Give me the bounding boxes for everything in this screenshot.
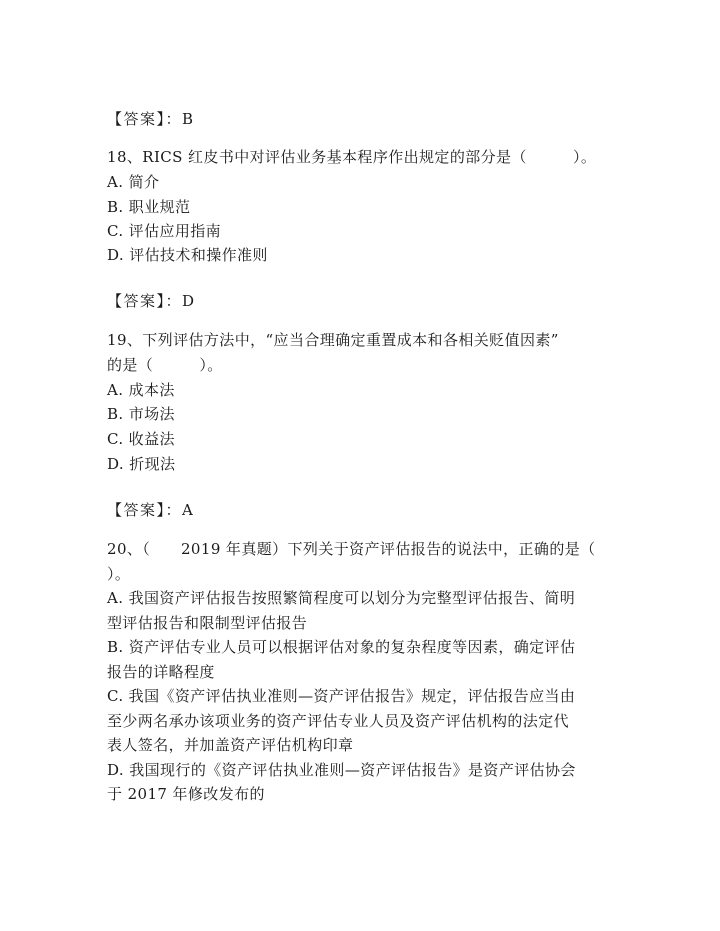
q19-answer: 【答案】：A bbox=[107, 501, 195, 519]
q18-option-c: C. 评估应用指南 bbox=[107, 222, 222, 240]
q18-answer: 【答案】：D bbox=[107, 292, 196, 310]
q20-option-b-line-2: 报告的详略程度 bbox=[107, 663, 215, 681]
q19-option-b: B. 市场法 bbox=[107, 405, 175, 423]
q19-option-d: D. 折现法 bbox=[107, 455, 176, 473]
q20-option-c-line-2: 至少两名承办该项业务的资产评估专业人员及资产评估机构的法定代 bbox=[107, 712, 570, 730]
q19-option-c: C. 收益法 bbox=[107, 430, 175, 448]
q18-option-a: A. 简介 bbox=[107, 173, 160, 191]
q18-option-b: B. 职业规范 bbox=[107, 198, 191, 216]
q20-option-b-line-1: B. 资产评估专业人员可以根据评估对象的复杂程度等因素，确定评估 bbox=[107, 638, 576, 656]
q20-option-a-line-1: A. 我国资产评估报告按照繁简程度可以划分为完整型评估报告、简明 bbox=[107, 589, 576, 607]
q17-answer: 【答案】：B bbox=[107, 110, 195, 128]
q20-option-d-line-2: 于 2017 年修改发布的 bbox=[107, 785, 265, 803]
q19-option-a: A. 成本法 bbox=[107, 381, 175, 399]
q20-option-d-line-1: D. 我国现行的《资产评估执业准则—资产评估报告》是资产评估协会 bbox=[107, 761, 576, 779]
q20-option-a-line-2: 型评估报告和限制型评估报告 bbox=[107, 614, 308, 632]
q19-stem-line-1: 19、下列评估方法中，“应当合理确定重置成本和各相关贬值因素” bbox=[107, 331, 559, 349]
q20-option-c-line-3: 表人签名，并加盖资产评估机构印章 bbox=[107, 736, 354, 754]
q19-stem-line-2: 的是（ ）。 bbox=[107, 356, 223, 374]
q20-option-c-line-1: C. 我国《资产评估执业准则—资产评估报告》规定，评估报告应当由 bbox=[107, 687, 576, 705]
q18-option-d: D. 评估技术和操作准则 bbox=[107, 246, 268, 264]
q18-stem: 18、RICS 红皮书中对评估业务基本程序作出规定的部分是（ ）。 bbox=[107, 148, 597, 166]
q20-stem-line-2: ）。 bbox=[107, 565, 131, 583]
q20-stem-line-1: 20、（ 2019 年真题）下列关于资产评估报告的说法中，正确的是（ bbox=[107, 540, 596, 558]
